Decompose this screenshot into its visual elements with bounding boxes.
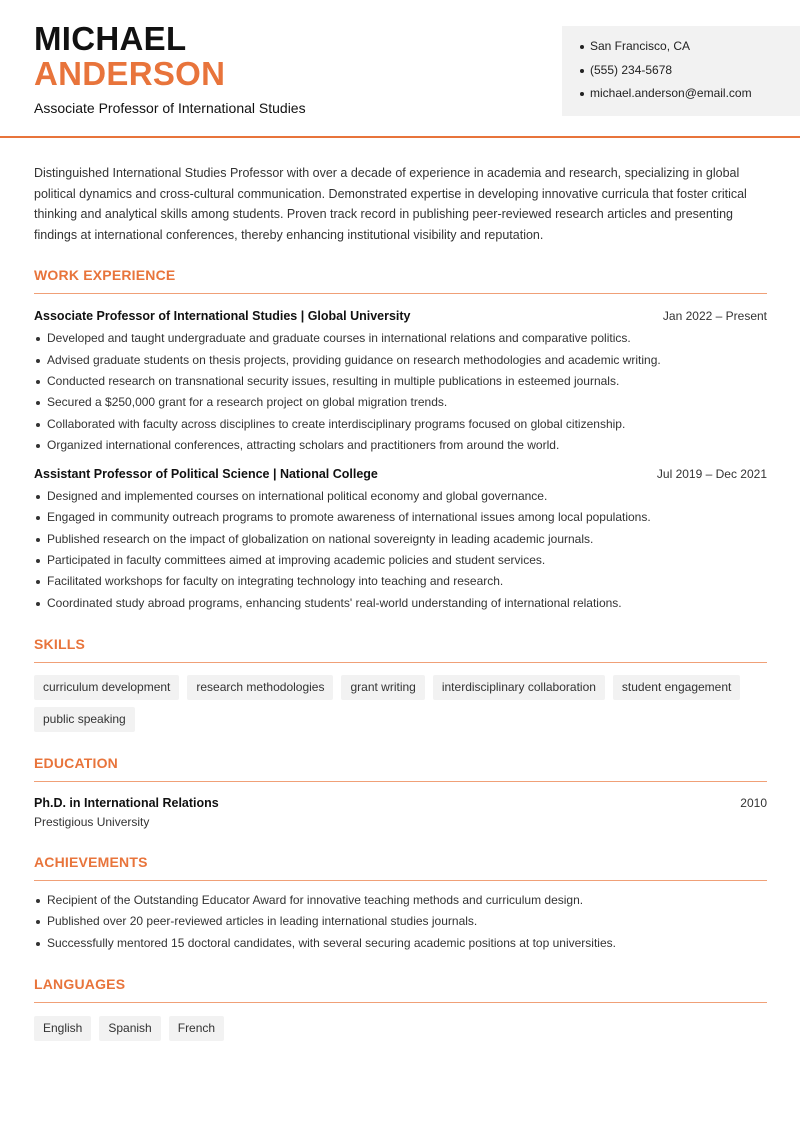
list-item: Recipient of the Outstanding Educator Award for innovative teaching methods and curriculum design. [34, 890, 767, 911]
resume-body [34, 163, 767, 1048]
section-title-work: WORK EXPERIENCE [34, 267, 767, 294]
job-role: Assistant Professor of Political Science | National College [34, 467, 378, 482]
job-role: Associate Professor of International Studies | Global University [34, 309, 411, 324]
education-entry [34, 796, 767, 829]
job-title: Associate Professor of International Studies [34, 100, 306, 116]
language-tag: Spanish [99, 1016, 160, 1041]
list-item: Coordinated study abroad programs, enhancing students' real-world understanding of international relations. [34, 593, 767, 614]
list-item: Engaged in community outreach programs to promote awareness of international issues among local populations. [34, 507, 767, 528]
skill-tag: curriculum development [34, 675, 179, 700]
skill-tag: student engagement [613, 675, 740, 700]
contact-phone: (555) 234-5678 [580, 63, 800, 87]
section-title-languages: LANGUAGES [34, 976, 767, 1003]
job-entry [34, 309, 767, 456]
summary: Distinguished International Studies Professor with over a decade of experience in academia and research, specializing in global political dynamics and cross-cultural communication. Demonstrated expertise in developing innovative curricula that foster critical thinking and analytical skills among students. Proven track record in publishing peer-reviewed research articles and presenting findings at international conferences, thereby enhancing institutional visibility and reputation. [34, 166, 747, 242]
list-item: Designed and implemented courses on international political economy and global governance. [34, 486, 767, 507]
list-item: Secured a $250,000 grant for a research project on global migration trends. [34, 392, 767, 413]
job-bullets [34, 328, 767, 456]
languages-list [34, 1016, 767, 1048]
skill-tag: interdisciplinary collaboration [433, 675, 605, 700]
list-item: Facilitated workshops for faculty on integrating technology into teaching and research. [34, 571, 767, 592]
contact-location: San Francisco, CA [580, 39, 800, 63]
list-item: Organized international conferences, attracting scholars and practitioners from around the world. [34, 435, 767, 456]
list-item: Successfully mentored 15 doctoral candidates, with several securing academic positions at top universities. [34, 933, 767, 954]
section-title-achievements: ACHIEVEMENTS [34, 854, 767, 881]
education-degree: Ph.D. in International Relations [34, 795, 219, 810]
job-entry [34, 467, 767, 614]
resume-header [0, 0, 800, 138]
job-bullets [34, 486, 767, 614]
job-dates: Jul 2019 – Dec 2021 [656, 467, 767, 482]
list-item: Published over 20 peer-reviewed articles in leading international studies journals. [34, 911, 767, 932]
last-name: ANDERSON [34, 55, 226, 92]
skill-tag: grant writing [341, 675, 424, 700]
list-item: Collaborated with faculty across disciplines to create interdisciplinary programs focused on global citizenship. [34, 414, 767, 435]
education-school: Prestigious University [34, 814, 150, 829]
section-title-skills: SKILLS [34, 636, 767, 663]
skills-list [34, 675, 767, 739]
job-dates: Jan 2022 – Present [662, 309, 767, 324]
education-year: 2010 [740, 795, 767, 810]
list-item: Developed and taught undergraduate and graduate courses in international relations and comparative politics. [34, 328, 767, 349]
contact-box [562, 26, 800, 116]
list-item: Advised graduate students on thesis projects, providing guidance on research methodologies and academic writing. [34, 350, 767, 371]
first-name: MICHAEL [34, 20, 187, 57]
language-tag: French [169, 1016, 224, 1041]
section-title-education: EDUCATION [34, 755, 767, 782]
language-tag: English [34, 1016, 91, 1041]
list-item: Participated in faculty committees aimed at improving academic policies and student services. [34, 550, 767, 571]
skill-tag: public speaking [34, 707, 135, 732]
list-item: Published research on the impact of globalization on national sovereignty in leading academic journals. [34, 529, 767, 550]
contact-email[interactable]: michael.anderson@email.com [580, 86, 800, 110]
achievements-list [34, 890, 767, 954]
list-item: Conducted research on transnational security issues, resulting in multiple publications in esteemed journals. [34, 371, 767, 392]
skill-tag: research methodologies [187, 675, 333, 700]
